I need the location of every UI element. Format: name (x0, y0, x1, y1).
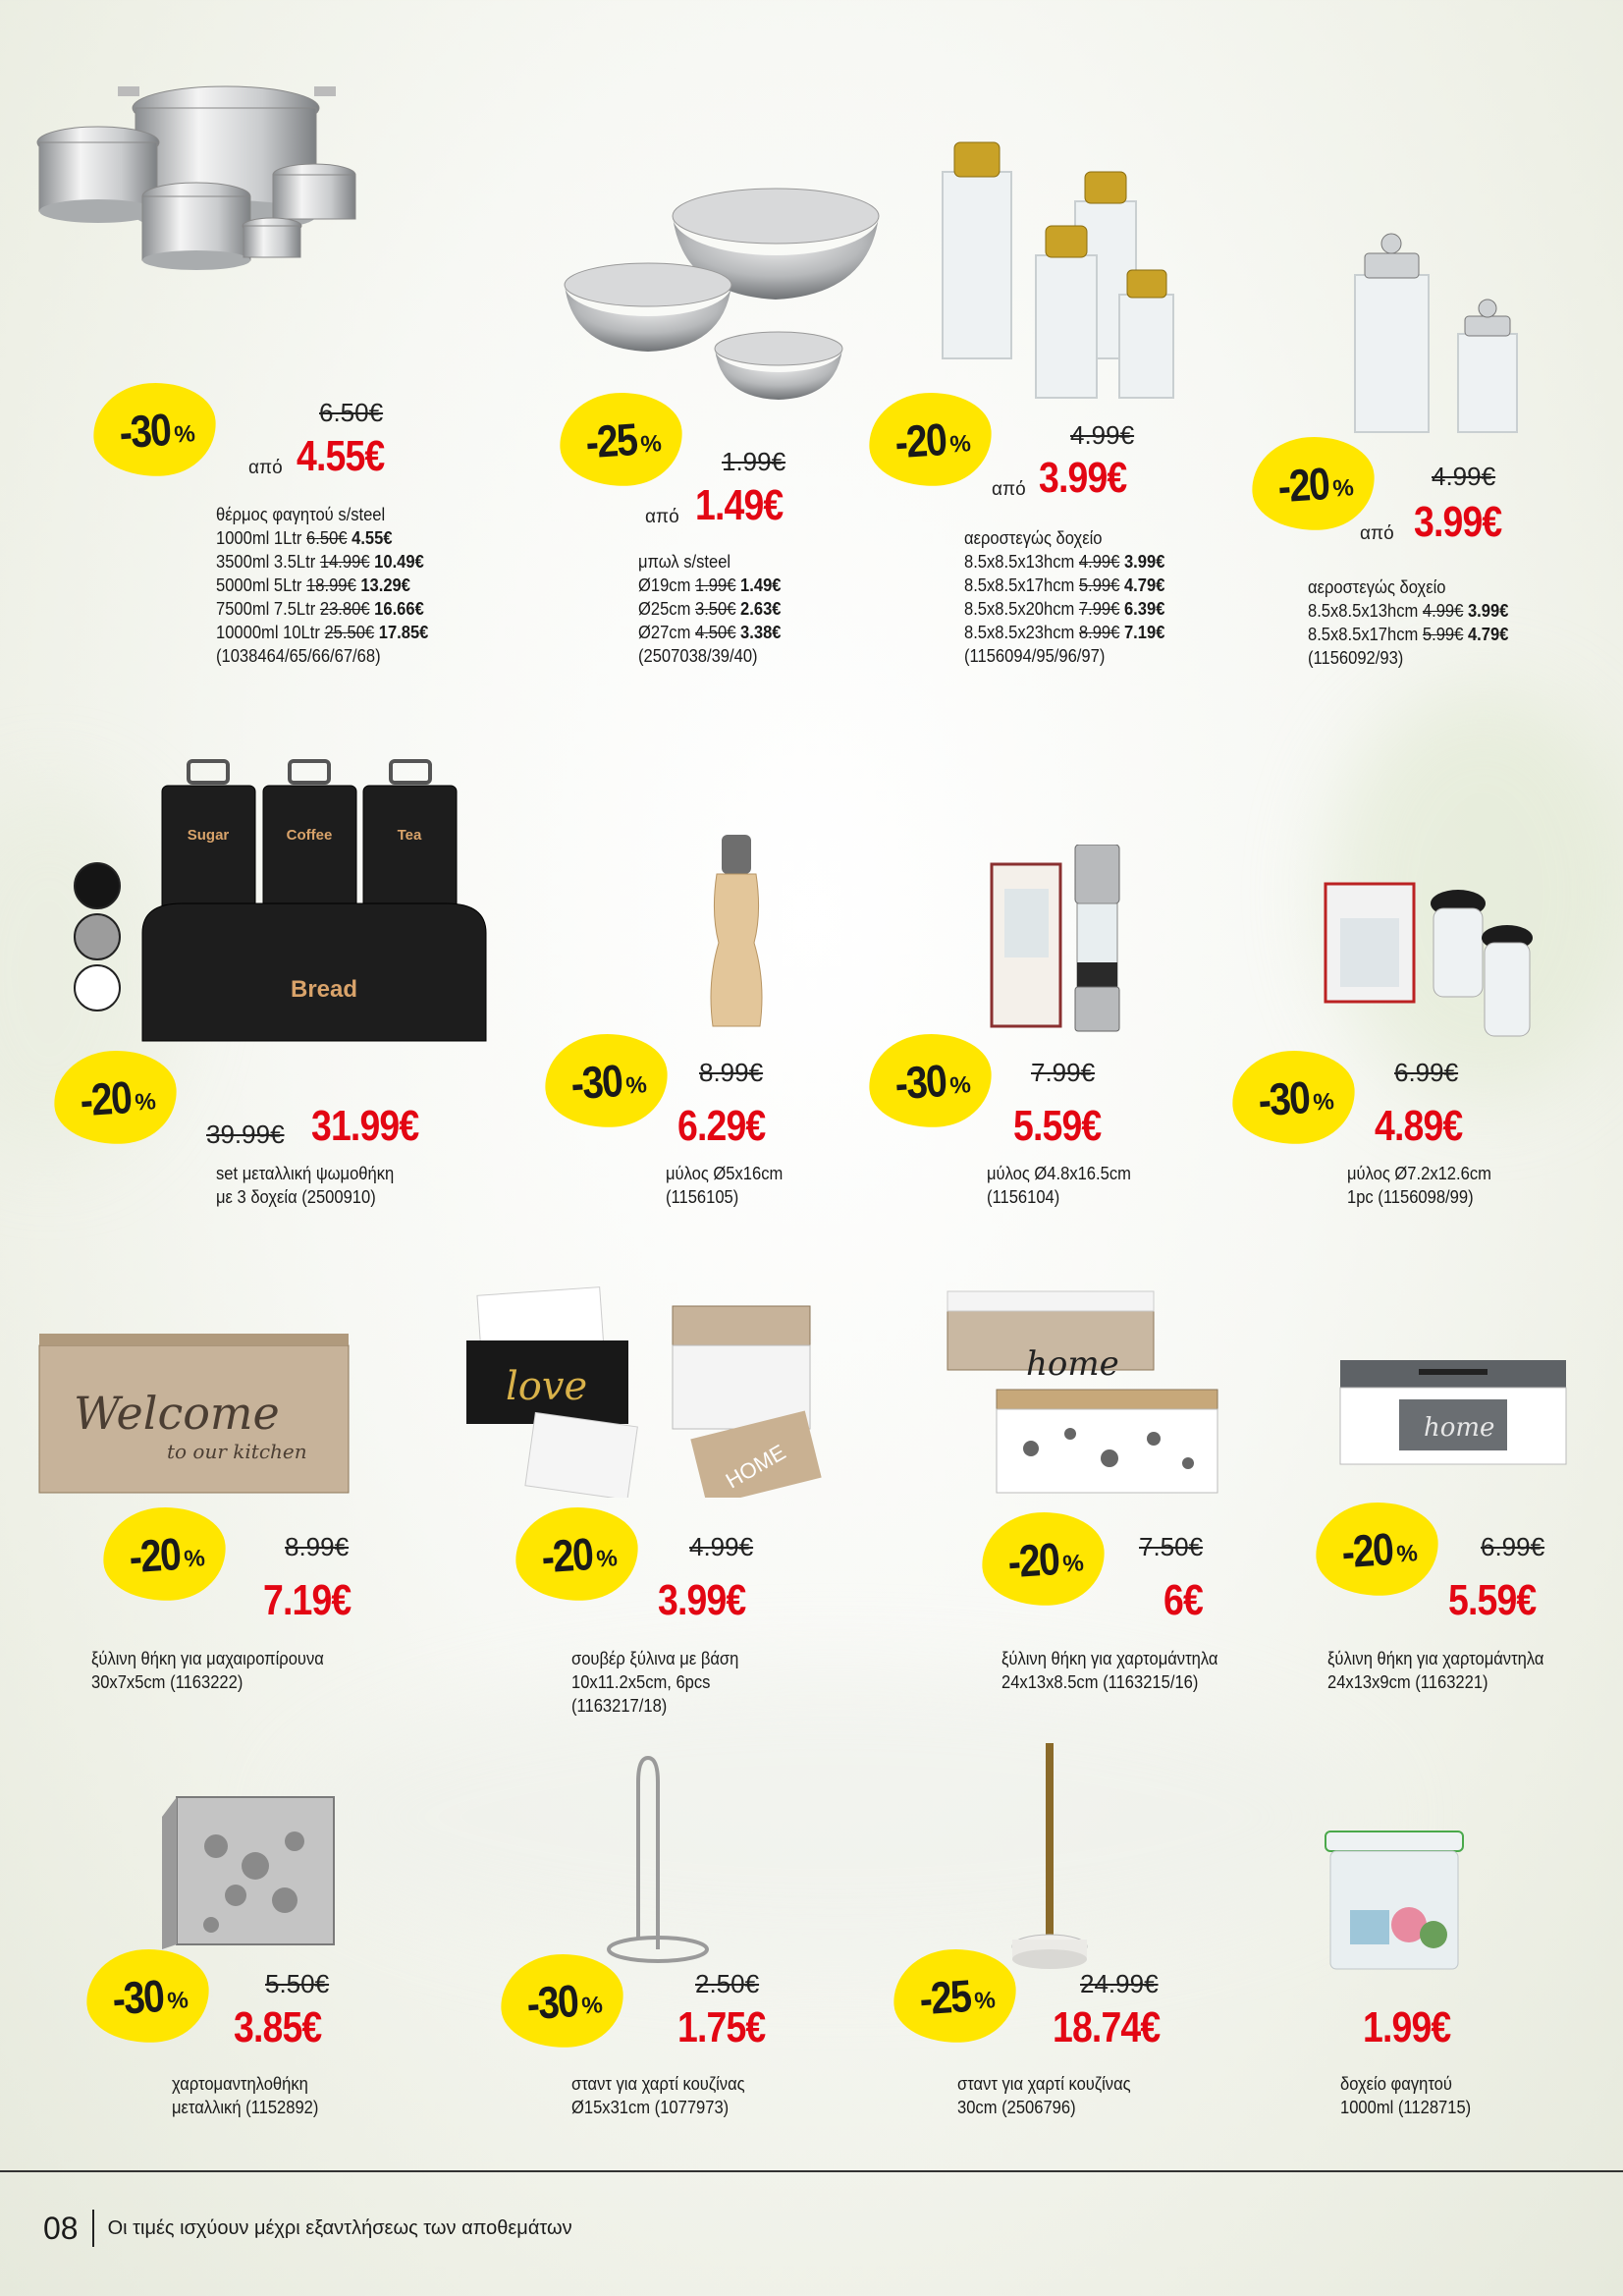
background-glow (295, 1669, 1375, 1964)
box-label-bread: Bread (290, 976, 358, 1003)
desc-line: 1000ml (1128715) (1340, 2098, 1472, 2117)
coaster-text-home: HOME (721, 1439, 790, 1494)
coaster-text-love: love (506, 1364, 588, 1409)
desc-line: 24x13x8.5cm (1163215/16) (1001, 1672, 1199, 1692)
thermos-set-image (20, 79, 373, 403)
canister-label-sugar: Sugar (187, 827, 230, 844)
product-description (638, 550, 781, 668)
new-price: 3.99€ (1039, 454, 1127, 502)
new-price: 1.99€ (1363, 2003, 1451, 2051)
desc-line: σταντ για χαρτί κουζίνας (957, 2074, 1131, 2094)
new-price: 5.59€ (1013, 1102, 1102, 1150)
desc-line: 8.5x8.5x13hcm 4.99€ 3.99€ (1308, 601, 1509, 621)
old-price: 8.99€ (699, 1058, 764, 1087)
tissue-text-home-2: home (1424, 1413, 1495, 1443)
desc-line: σταντ για χαρτί κουζίνας (571, 2074, 745, 2094)
new-price: 5.59€ (1448, 1576, 1537, 1624)
new-price: 3.99€ (658, 1576, 746, 1624)
desc-line: με 3 δοχεία (2500910) (216, 1187, 376, 1207)
desc-line: 1pc (1156098/99) (1347, 1187, 1474, 1207)
desc-line: (1156104) (987, 1187, 1060, 1207)
new-price: 3.99€ (1414, 498, 1502, 546)
desc-line: 5000ml 5Ltr 18.99€ 13.29€ (216, 575, 410, 595)
discount-badge: -25 % (557, 389, 685, 490)
tissue-box-grey-image (1335, 1355, 1571, 1468)
desc-line: 10x11.2x5cm, 6pcs (571, 1672, 711, 1692)
desc-line: 7500ml 7.5Ltr 23.80€ 16.66€ (216, 599, 424, 619)
from-label: από (248, 458, 283, 478)
desc-line: (1156092/93) (1308, 648, 1404, 668)
discount-badge: -25 % (891, 1945, 1019, 2047)
desc-line: χαρτομαντηλοθήκη (172, 2074, 308, 2094)
discount-badge: -20 % (513, 1503, 641, 1605)
desc-line: αεροστεγώς δοχείο (964, 528, 1103, 548)
desc-line: 24x13x9cm (1163221) (1327, 1672, 1488, 1692)
old-price: 5.50€ (265, 1969, 330, 1998)
discount-badge: -20 % (51, 1047, 180, 1148)
tissue-text-home-1: home (1026, 1344, 1119, 1384)
new-price: 1.49€ (695, 481, 784, 529)
discount-badge: -20 % (100, 1503, 229, 1605)
desc-line: (2507038/39/40) (638, 646, 758, 666)
salt-pepper-mill-image (1321, 879, 1546, 1051)
from-label: από (645, 507, 679, 527)
wood-mill-image (697, 835, 776, 1031)
desc-line: 1000ml 1Ltr 6.50€ 4.55€ (216, 528, 393, 548)
product-description (964, 526, 1164, 668)
new-price: 6€ (1163, 1576, 1203, 1624)
desc-line: 8.5x8.5x20hcm 7.99€ 6.39€ (964, 599, 1165, 619)
silver-jars-image (1345, 226, 1551, 442)
footer-note: Οι τιμές ισχύουν μέχρι εξαντλήσεως των αποθεμάτων (107, 2216, 572, 2239)
old-price: 7.99€ (1031, 1058, 1096, 1087)
desc-line: ξύλινη θήκη για χαρτομάντηλα (1327, 1649, 1544, 1668)
desc-line: (1163217/18) (571, 1696, 668, 1716)
new-price: 1.75€ (677, 2003, 766, 2051)
desc-line: (1156094/95/96/97) (964, 646, 1106, 666)
page-number: 08 (43, 2210, 79, 2246)
desc-line: Ø25cm 3.50€ 2.63€ (638, 599, 782, 619)
product-description (216, 1162, 394, 1209)
desc-line: 10000ml 10Ltr 25.50€ 17.85€ (216, 623, 429, 642)
old-price: 8.99€ (285, 1532, 350, 1561)
holder-text-welcome: Welcome (74, 1387, 280, 1440)
old-price: 1.99€ (722, 447, 786, 476)
desc-line: θέρμος φαγητού s/steel (216, 505, 386, 524)
new-price: 18.74€ (1053, 2003, 1161, 2051)
discount-badge: -30 % (1229, 1047, 1358, 1148)
desc-line: 8.5x8.5x17hcm 5.99€ 4.79€ (964, 575, 1165, 595)
old-price: 6.50€ (319, 398, 384, 427)
desc-line: μπωλ s/steel (638, 552, 731, 572)
cutlery-holder-image (34, 1331, 358, 1498)
product-description (957, 2072, 1131, 2119)
discount-badge: -30 % (866, 1030, 995, 1131)
new-price: 7.19€ (263, 1576, 352, 1624)
discount-badge: -30 % (542, 1030, 671, 1131)
product-description (172, 2072, 318, 2119)
product-description (1347, 1162, 1491, 1209)
old-price: 4.99€ (1070, 420, 1135, 450)
desc-line: 8.5x8.5x17hcm 5.99€ 4.79€ (1308, 625, 1509, 644)
new-price: 4.55€ (297, 432, 385, 480)
discount-badge: -20 % (979, 1508, 1108, 1610)
product-description (666, 1162, 783, 1209)
footer-divider (0, 2170, 1623, 2172)
product-description (91, 1647, 324, 1694)
product-description (1308, 575, 1508, 670)
wire-stand-image (604, 1753, 712, 1964)
color-swatch-white[interactable] (74, 964, 121, 1011)
discount-badge: -20 % (866, 389, 995, 490)
from-label: από (992, 479, 1026, 500)
desc-line: set μεταλλική ψωμοθήκη (216, 1164, 395, 1183)
desc-line: 30cm (2506796) (957, 2098, 1076, 2117)
old-price: 4.99€ (1432, 462, 1496, 491)
desc-line: (1038464/65/66/67/68) (216, 646, 381, 666)
new-price: 4.89€ (1375, 1102, 1463, 1150)
bowls-image (560, 177, 893, 422)
product-description (1340, 2072, 1471, 2119)
desc-line: Ø15x31cm (1077973) (571, 2098, 730, 2117)
product-description (1001, 1647, 1217, 1694)
from-label: από (1360, 523, 1394, 544)
desc-line: μύλος Ø4.8x16.5cm (987, 1164, 1131, 1183)
discount-badge: -30 % (90, 379, 219, 480)
old-price: 39.99€ (206, 1120, 285, 1149)
tissue-box-pair-image (943, 1286, 1227, 1498)
steel-mill-image (987, 845, 1144, 1036)
desc-line: (1156105) (666, 1187, 739, 1207)
desc-line: μύλος Ø7.2x12.6cm (1347, 1164, 1491, 1183)
product-description (571, 1647, 738, 1718)
bread-box-image (137, 756, 491, 1061)
old-price: 6.99€ (1481, 1532, 1545, 1561)
desc-line: μύλος Ø5x16cm (666, 1164, 784, 1183)
desc-line: ξύλινη θήκη για χαρτομάντηλα (1001, 1649, 1218, 1668)
holder-text-kitchen: to our kitchen (167, 1440, 307, 1463)
product-description (1327, 1647, 1543, 1694)
gold-jars-image (933, 133, 1208, 408)
old-price: 24.99€ (1080, 1969, 1159, 1998)
desc-line: 30x7x5cm (1163222) (91, 1672, 243, 1692)
product-description (987, 1162, 1131, 1209)
product-description (216, 503, 428, 668)
desc-line: μεταλλική (1152892) (172, 2098, 319, 2117)
discount-badge: -20 % (1249, 433, 1378, 534)
canister-label-tea: Tea (397, 827, 422, 844)
old-price: 7.50€ (1139, 1532, 1204, 1561)
desc-line: αεροστεγώς δοχείο (1308, 577, 1446, 597)
desc-line: 3500ml 3.5Ltr 14.99€ 10.49€ (216, 552, 424, 572)
desc-line: σουβέρ ξύλινα με βάση (571, 1649, 739, 1668)
color-swatch-black[interactable] (74, 862, 121, 909)
footer (43, 2210, 572, 2247)
product-description (571, 2072, 745, 2119)
footer-separator (92, 2210, 94, 2247)
napkin-holder-image (157, 1787, 353, 1954)
color-swatch-grey[interactable] (74, 913, 121, 960)
desc-line: 8.5x8.5x23hcm 8.99€ 7.19€ (964, 623, 1165, 642)
new-price: 3.85€ (234, 2003, 322, 2051)
desc-line: ξύλινη θήκη για μαχαιροπίρουνα (91, 1649, 324, 1668)
coasters-image (461, 1286, 844, 1498)
canister-label-coffee: Coffee (286, 827, 333, 844)
food-container-image (1316, 1822, 1473, 1979)
discount-badge: -30 % (498, 1950, 626, 2051)
discount-badge: -30 % (83, 1945, 212, 2047)
marble-stand-image (1006, 1738, 1095, 1974)
desc-line: Ø19cm 1.99€ 1.49€ (638, 575, 782, 595)
desc-line: 8.5x8.5x13hcm 4.99€ 3.99€ (964, 552, 1165, 572)
desc-line: Ø27cm 4.50€ 3.38€ (638, 623, 782, 642)
new-price: 31.99€ (311, 1102, 419, 1150)
old-price: 2.50€ (695, 1969, 760, 1998)
old-price: 6.99€ (1394, 1058, 1459, 1087)
new-price: 6.29€ (677, 1102, 766, 1150)
discount-badge: -20 % (1313, 1499, 1441, 1600)
desc-line: δοχείο φαγητού (1340, 2074, 1452, 2094)
old-price: 4.99€ (689, 1532, 754, 1561)
